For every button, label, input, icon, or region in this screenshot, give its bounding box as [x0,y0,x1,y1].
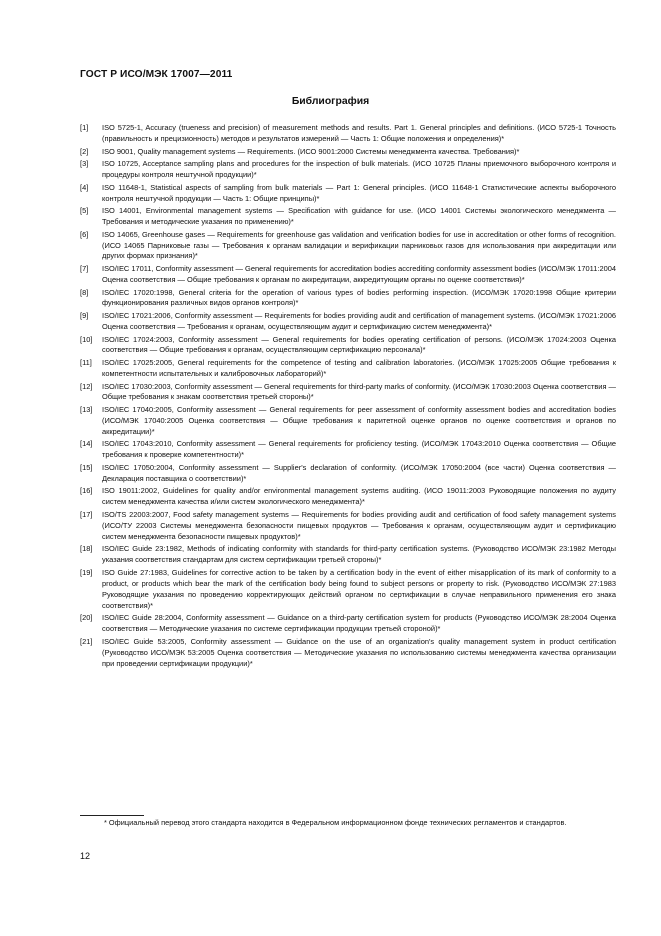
bibliography-entry [80,637,616,670]
footnote: * Официальный перевод этого стандарта находится в Федеральном информационном фонде технических регламентов и стандартов. [104,818,567,827]
bibliography-entry [80,544,616,566]
entry-text: ISO 19011:2002, Guidelines for quality and/or environmental management systems auditing. (ИСО 19011:2003 Руководящие положения по аудиту систем менеджмента качества и/или систем экологического менеджмента)* [102,486,616,507]
bibliography-entry [80,382,616,404]
entry-number: [1] [80,123,89,132]
footnote-divider [80,815,144,816]
entry-text: ISO/IEC 17043:2010, Conformity assessment — General requirements for proficiency testing. (ИСО/МЭК 17043:2010 Оценка соответствия — Общие требования к проверке компетентности)* [102,439,616,460]
entry-text: ISO/IEC 17050:2004, Conformity assessment — Supplier's declaration of conformity. (ИСО/МЭК 17050:2004 (все части) Оценка соответствия — Декларация поставщика о соответствии)* [102,462,616,483]
entry-text: ISO/IEC 17021:2006, Conformity assessment — Requirements for bodies providing audit and certification of management systems. (ИСО/МЭК 17021:2006 Оценка соответствия — Требования к органам, осуществляющим аудит и сертификацию систем менеджмента)* [102,311,616,331]
entry-number: [6] [80,229,89,239]
bibliography-entry [80,358,616,380]
bibliography-entry [80,159,616,181]
bibliography-entry [80,405,616,438]
standard-header: ГОСТ Р ИСО/МЭК 17007—2011 [80,69,233,80]
entry-number: [5] [80,206,89,216]
section-title: Библиография [291,96,370,107]
entry-text: ISO 14065, Greenhouse gases — Requirements for greenhouse gas validation and verification bodies for use in accreditation or other forms of recognition. (ИСО 14065 Парниковые газы — Требования к органам валидации и верификации парниковых газов для использования при аккредитации или других формах признания)* [102,229,616,261]
entry-text: ISO/TS 22003:2007, Food safety management systems — Requirements for bodies providing audit and certification of food safety management systems (ИСО/ТУ 22003 Системы менеджмента безопасности пищевых продуктов — Требования к органам, осуществляющим аудит и сертификацию систем менеджмента безопасности пищевых продуктов)* [102,509,616,541]
bibliography-entry [80,311,616,333]
entry-number: [16] [80,486,93,496]
entry-text: ISO/IEC Guide 28:2004, Conformity assessment — Guidance on a third-party certification system for products (Руководство ИСО/МЭК 28:2004 Оценка соответствия — Методические указания по системе сертификации продукции третьей стороной)* [102,613,616,634]
bibliography-entry [80,439,616,461]
page-number: 12 [80,851,91,861]
entry-number: [11] [80,358,92,367]
entry-text: ISO 14001, Environmental management systems — Specification with guidance for use. (ИСО 14001 Системы экологического менеджмента — Требования и методические указания по применению)* [102,206,616,226]
entry-number: [14] [80,439,93,449]
entry-number: [8] [80,287,89,297]
bibliography-entry [80,568,616,612]
entry-number: [17] [80,509,93,519]
bibliography-entry [80,288,616,310]
entry-number: [7] [80,264,89,273]
bibliography-entry [80,230,616,263]
entry-text: ISO/IEC Guide 53:2005, Conformity assessment — Guidance on the use of an organization's quality management system in product certification (Руководство ИСО/МЭК 53:2005 Оценка соответствия — Методические указания по использованию системы менеджмента качества организации при проведении сертификации продукции)* [102,636,616,668]
bibliography-entry [80,183,616,205]
entry-text: ISO 11648-1, Statistical aspects of sampling from bulk materials — Part 1: General principles. (ИСО 11648-1 Статистические аспекты выборочного контроля нештучной продукции — Часть 1: Общие принципы)* [102,182,616,203]
bibliography-entry [80,613,616,635]
entry-text: ISO 9001, Quality management systems — Requirements. (ИСО 9001:2000 Системы менеджмента качества. Требования)* [102,146,520,156]
entry-number: [12] [80,381,93,391]
bibliography-entry [80,147,616,158]
entry-number: [19] [80,567,93,577]
entry-number: [20] [80,613,93,623]
bibliography-entry [80,463,616,485]
entry-text: ISO Guide 27:1983, Guidelines for corrective action to be taken by a certification body in the event of either misapplication of its mark of conformity to a product, or products which bear the mark of the certification body being found to subject persons or property to risk. (Руководство ИСО/МЭК 27:1983 Руководящие указания по проведению корректирующих действий органом по сертификации в случае неправильного применения его знака соответствия)* [102,567,616,610]
bibliography-entry [80,206,616,228]
entry-number: [15] [80,462,93,472]
entry-number: [2] [80,146,89,156]
entry-text: ISO/IEC 17040:2005, Conformity assessment — General requirements for peer assessment of conformity assessment bodies and accreditation bodies (ИСО/МЭК 17040:2005 Оценка соответствия — Общие требования к паритетной оценке органов по оценке соответствия и органов по аккредитации)* [102,405,616,436]
entry-text: ISO/IEC 17025:2005, General requirements for the competence of testing and calibration laboratories. (ИСО/МЭК 17025:2005 Общие требования к компетентности испытательных и калибровочных лабораторий)* [102,358,616,378]
bibliography-entry [80,510,616,543]
bibliography-entry [80,123,616,145]
entry-number: [9] [80,311,89,320]
bibliography-entry [80,335,616,357]
entry-number: [4] [80,182,89,192]
entry-text: ISO/IEC 17020:1998, General criteria for the operation of various types of bodies performing inspection. (ИСО/МЭК 17020:1998 Общие критерии функционирования различных видов органов контроля)* [102,287,616,308]
bibliography-entry [80,264,616,286]
entry-number: [13] [80,405,93,414]
entry-number: [18] [80,544,93,554]
entry-number: [3] [80,159,89,169]
entry-number: [10] [80,334,93,344]
entry-text: ISO 5725-1, Accuracy (trueness and precision) of measurement methods and results. Part 1. General principles and definitions. (ИСО 5725-1 Точность (правильность и прецизионность) методов и результатов измерений — Часть 1: Общие положения и определения)* [102,123,616,143]
entry-text: ISO/IEC 17030:2003, Conformity assessment — General requirements for third-party marks of conformity. (ИСО/МЭК 17030:2003 Оценка соответствия — Общие требования к знакам соответствия третьей стороны)* [102,381,616,402]
entry-text: ISO/IEC Guide 23:1982, Methods of indicating conformity with standards for third-party certification systems. (Руководство ИСО/МЭК 23:1982 Методы указания соответствия стандартам для систем сертификации третьей стороны)* [102,544,616,565]
bibliography-list [80,123,616,671]
entry-text: ISO/IEC 17011, Conformity assessment — General requirements for accreditation bodies accrediting conformity assessment bodies (ИСО/МЭК 17011:2004 Оценка соответствия — Общие требования к органам по аккредитации, аккредитующим органы по оценке соответствия)* [102,264,616,284]
entry-number: [21] [80,636,93,646]
entry-text: ISO/IEC 17024:2003, Conformity assessment — General requirements for bodies operating certification of persons. (ИСО/МЭК 17024:2003 Оценка соответствия — Общие требования к органам, осуществляющим сертификацию персонала)* [102,334,616,355]
bibliography-entry [80,486,616,508]
entry-text: ISO 10725, Acceptance sampling plans and procedures for the inspection of bulk materials. (ИСО 10725 Планы приемочного выборочного контроля и процедуры контроля нештучной продукции)* [102,159,616,179]
